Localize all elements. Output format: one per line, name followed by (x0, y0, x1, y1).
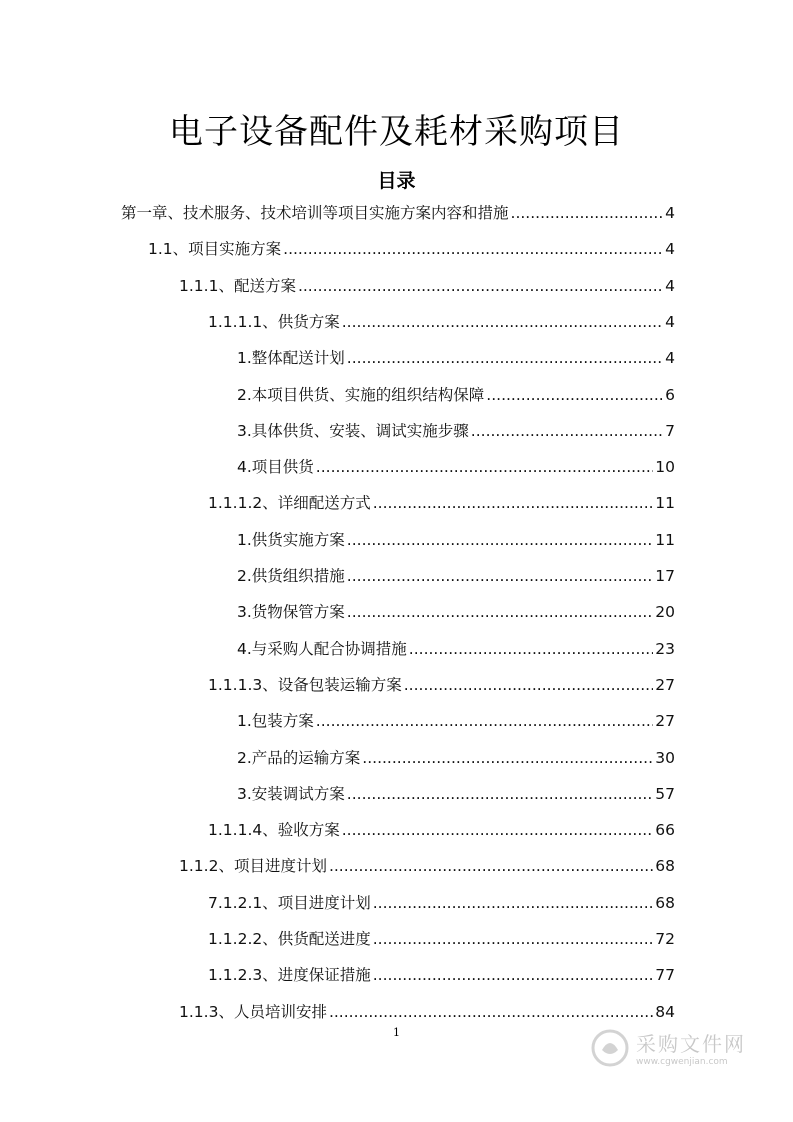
toc-entry-label: 1.1.1.4、验收方案 (208, 821, 340, 840)
toc-entry-page: 77 (655, 966, 675, 985)
toc-entry-label: 1.1、项目实施方案 (148, 240, 282, 259)
toc-entry[interactable] (237, 345, 675, 371)
toc-dot-leader (316, 454, 653, 480)
toc-dot-leader (329, 999, 653, 1025)
toc-entry-label: 4.与采购人配合协调措施 (237, 639, 407, 658)
toc-entry-page: 68 (655, 857, 675, 876)
document-title: 电子设备配件及耗材采购项目 (169, 112, 624, 152)
toc-entry[interactable] (179, 273, 675, 299)
toc-dot-leader (283, 236, 663, 262)
toc-entry-page: 68 (655, 893, 675, 912)
toc-entry-label: 2.供货组织措施 (237, 567, 345, 585)
toc-dot-leader (342, 309, 663, 335)
toc-entry[interactable] (208, 672, 675, 698)
toc-entry-page: 17 (655, 567, 675, 585)
toc-dot-leader (347, 563, 653, 589)
toc-entry-page: 27 (655, 675, 675, 694)
toc-entry-label: 1.1.2、项目进度计划 (179, 857, 327, 876)
toc-entry-page: 72 (655, 930, 675, 948)
toc-dot-leader (409, 636, 653, 662)
toc-entry-page: 4 (665, 349, 675, 368)
watermark (590, 1028, 760, 1072)
toc-entry-page: 4 (665, 204, 675, 222)
toc-entry-page: 20 (655, 603, 675, 622)
toc-entry-page: 4 (665, 240, 675, 259)
toc-entry-page: 11 (655, 530, 675, 549)
toc-entry-label: 1.整体配送计划 (237, 349, 345, 368)
toc-entry-page: 4 (665, 312, 675, 331)
toc-entry[interactable] (179, 999, 675, 1025)
toc-entry-label: 2.本项目供货、实施的组织结构保障 (237, 385, 485, 404)
toc-entry-label: 3.具体供货、安装、调试实施步骤 (237, 421, 469, 440)
toc-entry-page: 11 (655, 494, 675, 513)
toc-entry-label: 1.1.1、配送方案 (179, 276, 296, 295)
toc-entry-page: 10 (655, 458, 675, 477)
toc-dot-leader (486, 382, 663, 408)
toc-dot-leader (347, 345, 663, 371)
toc-entry-page: 6 (665, 385, 675, 404)
toc-entry[interactable] (237, 781, 675, 807)
watermark-url: www.cgwenjian.com (636, 1056, 728, 1067)
toc-dot-leader (298, 273, 663, 299)
toc-entry[interactable] (208, 309, 675, 335)
toc-entry[interactable] (208, 962, 675, 988)
toc-dot-leader (471, 418, 663, 444)
toc-entry-page: 4 (665, 276, 675, 295)
toc-entry[interactable] (148, 236, 675, 262)
toc-entry-page: 27 (655, 712, 675, 731)
page-number: 1 (393, 1026, 400, 1039)
toc-entry-label: 1.1.2.3、进度保证措施 (208, 966, 371, 985)
toc-entry[interactable] (237, 636, 675, 662)
toc-entry[interactable] (237, 563, 675, 589)
toc-dot-leader (347, 599, 653, 625)
toc-entry-page: 30 (655, 748, 675, 767)
toc-entry-label: 3.安装调试方案 (237, 784, 345, 803)
watermark-logo-icon (590, 1028, 630, 1072)
toc-entry-label: 1.1.1.1、供货方案 (208, 312, 340, 331)
toc-entry[interactable] (237, 418, 675, 444)
toc-dot-leader (373, 890, 654, 916)
toc-dot-leader (329, 853, 653, 879)
toc-entry-label: 1.1.2.2、供货配送进度 (208, 930, 371, 948)
toc-entry[interactable] (208, 890, 675, 916)
toc-entry[interactable] (237, 527, 675, 553)
watermark-name: 采购文件网 (636, 1031, 746, 1056)
toc-entry[interactable] (208, 490, 675, 516)
toc-dot-leader (404, 672, 654, 698)
toc-entry[interactable] (121, 200, 675, 226)
toc-entry[interactable] (237, 708, 675, 734)
toc-entry-page: 7 (665, 421, 675, 440)
toc-entry[interactable] (237, 382, 675, 408)
toc-dot-leader (316, 708, 653, 734)
toc-dot-leader (373, 926, 654, 952)
toc-entry[interactable] (237, 454, 675, 480)
toc-entry[interactable] (237, 599, 675, 625)
toc-heading: 目录 (377, 170, 416, 192)
toc-entry-page: 66 (655, 821, 675, 840)
toc-entry-label: 第一章、技术服务、技术培训等项目实施方案内容和措施 (121, 204, 509, 222)
toc-entry-page: 57 (655, 784, 675, 803)
toc-dot-leader (511, 200, 664, 226)
toc-entry[interactable] (179, 853, 675, 879)
toc-entry-label: 1.1.1.3、设备包装运输方案 (208, 675, 402, 694)
toc-dot-leader (342, 817, 654, 843)
toc-dot-leader (347, 527, 653, 553)
toc-entry-label: 1.1.3、人员培训安排 (179, 1002, 327, 1021)
toc-entry-label: 2.产品的运输方案 (237, 748, 361, 767)
toc-entry-label: 1.1.1.2、详细配送方式 (208, 494, 371, 513)
toc-entry[interactable] (208, 926, 675, 952)
toc-dot-leader (347, 781, 653, 807)
toc-entry-label: 1.包装方案 (237, 712, 314, 731)
toc-entry-label: 1.供货实施方案 (237, 530, 345, 549)
toc-dot-leader (362, 745, 653, 771)
toc-entry-label: 7.1.2.1、项目进度计划 (208, 893, 371, 912)
toc-entry-label: 3.货物保管方案 (237, 603, 345, 622)
toc-entry[interactable] (208, 817, 675, 843)
toc-dot-leader (373, 490, 654, 516)
toc-entry-page: 84 (655, 1002, 675, 1021)
toc-dot-leader (373, 962, 654, 988)
toc-entry-label: 4.项目供货 (237, 458, 314, 477)
toc-entry-page: 23 (655, 639, 675, 658)
toc-entry[interactable] (237, 745, 675, 771)
